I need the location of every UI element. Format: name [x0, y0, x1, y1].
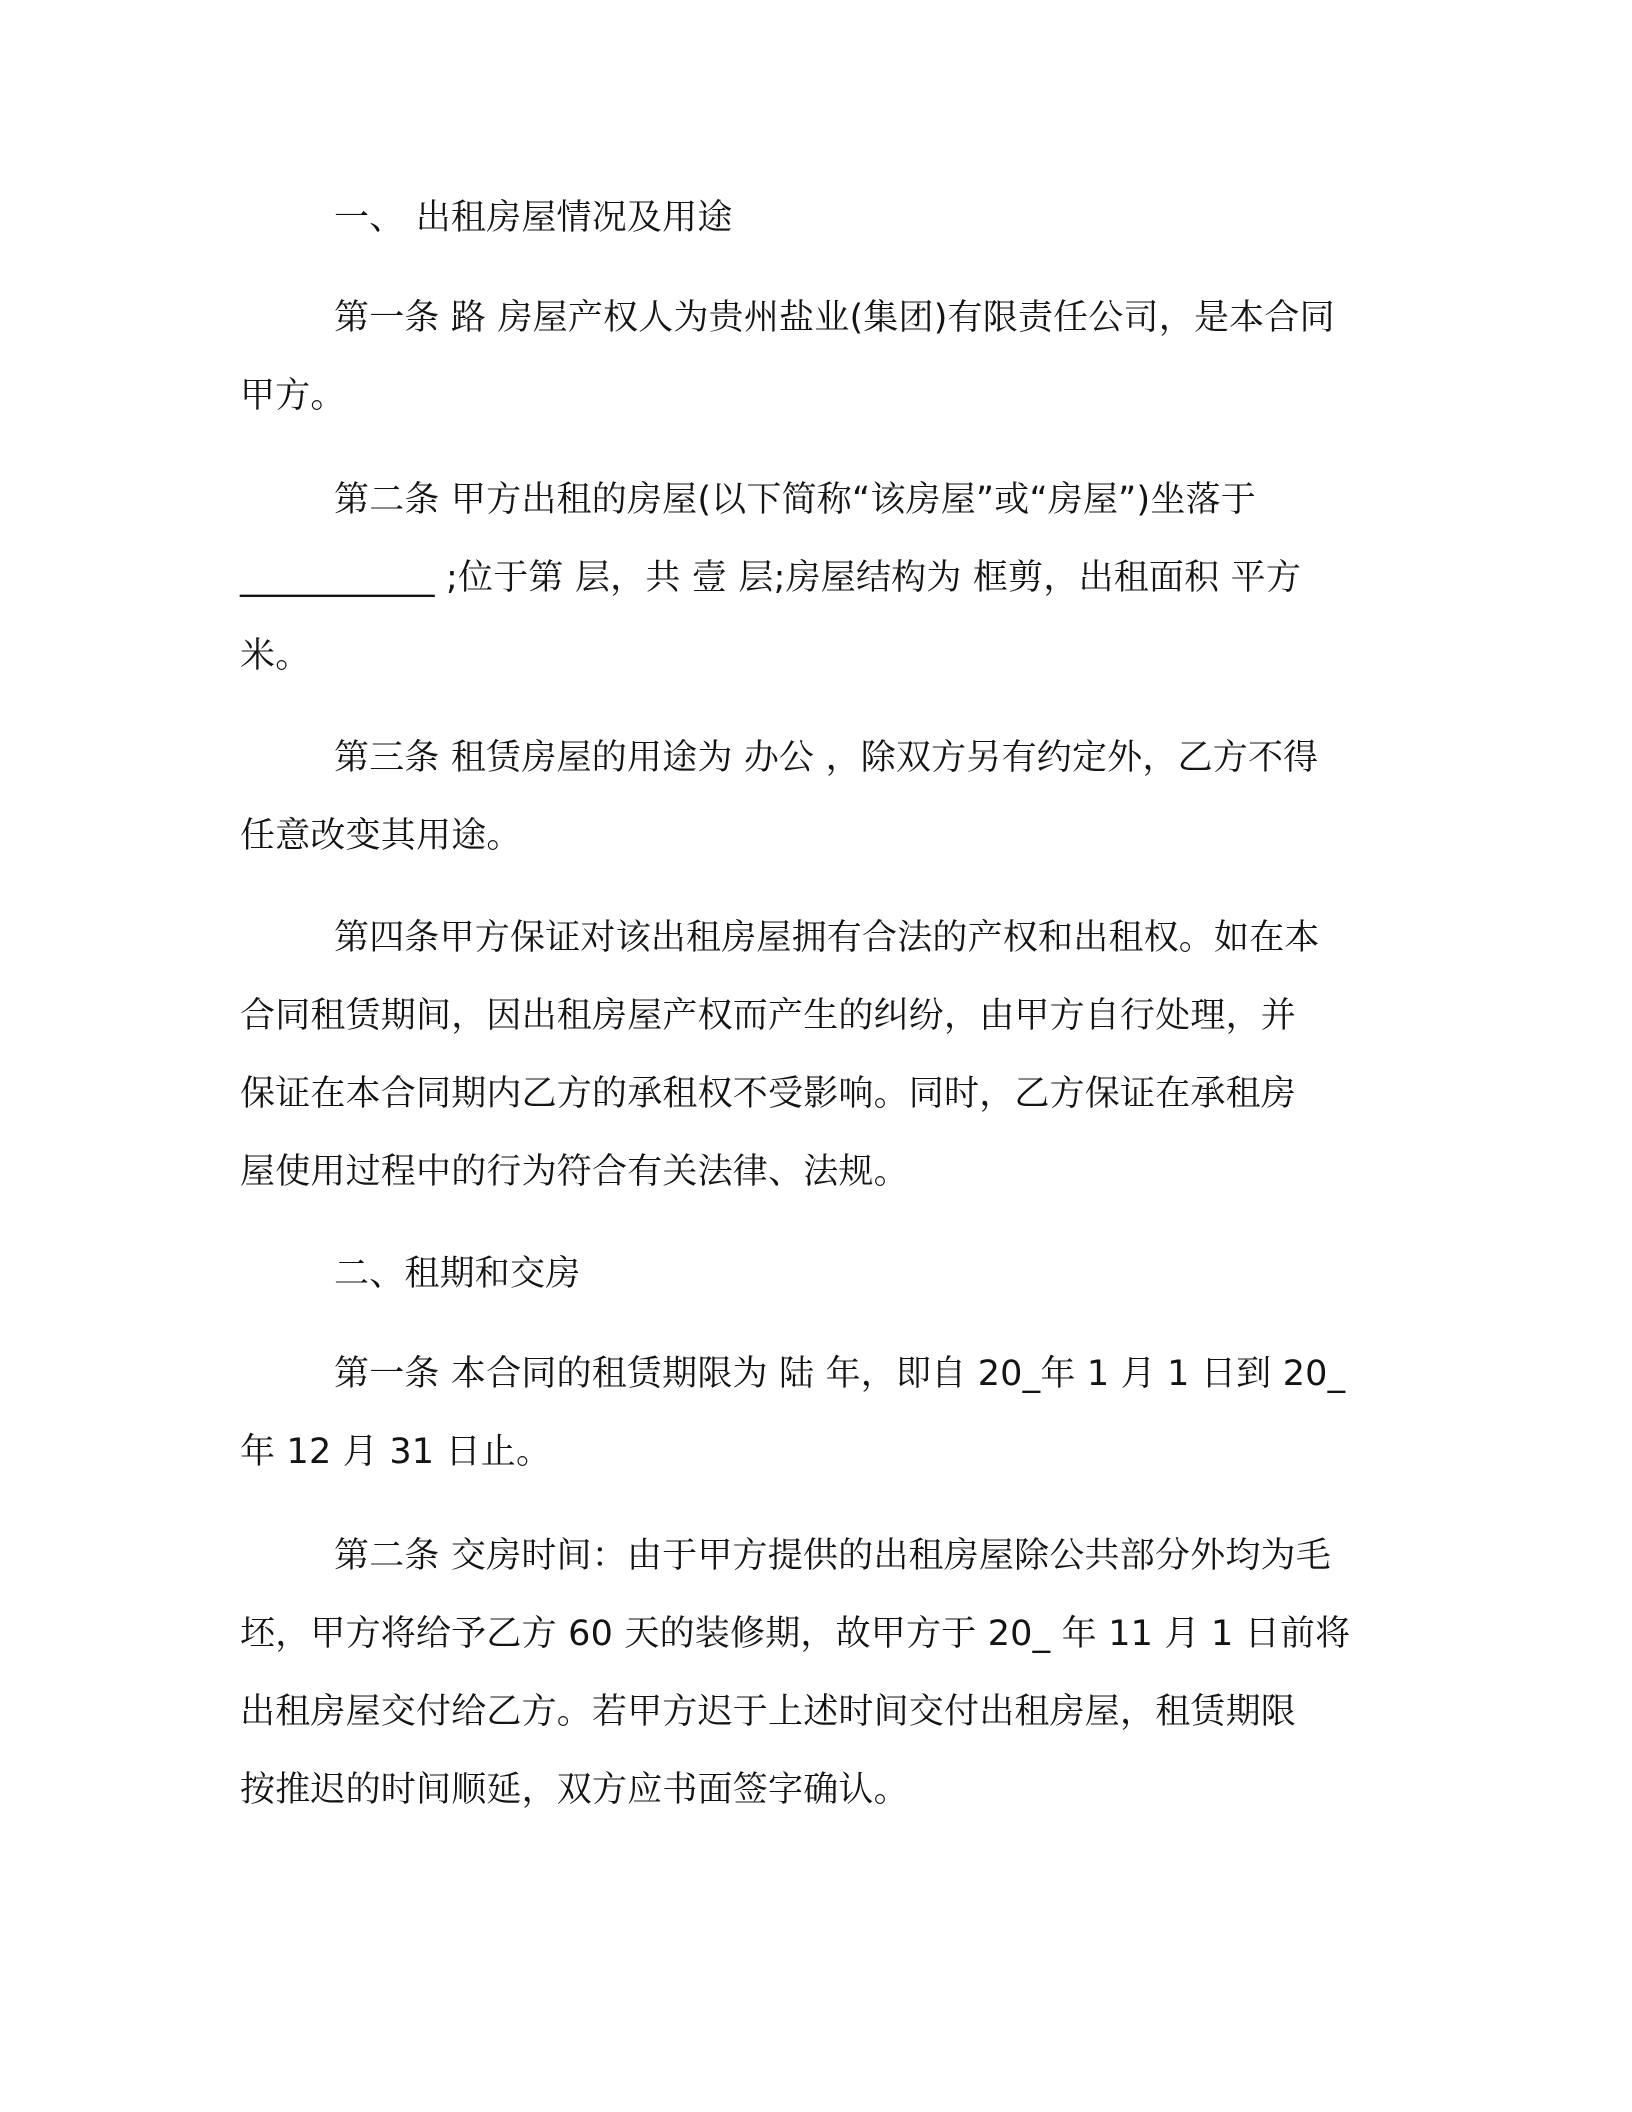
paragraph-line: 保证在本合同期内乙方的承租权不受影响。同时，乙方保证在承租房 [240, 1074, 1297, 1114]
paragraph-line: 第一条 本合同的租赁期限为 陆 年，即自 20_年 1 月 1 日到 20_ [334, 1354, 1346, 1394]
paragraph-line: 米。 [240, 636, 311, 676]
paragraph-line: 屋使用过程中的行为符合有关法律、法规。 [240, 1152, 909, 1192]
paragraph-line: 第四条甲方保证对该出租房屋拥有合法的产权和出租权。如在本 [334, 918, 1320, 958]
paragraph-line: 第三条 租赁房屋的用途为 办公 ，除双方另有约定外，乙方不得 [334, 738, 1319, 778]
paragraph-line: 第二条 甲方出租的房屋(以下简称“该房屋”或“房屋”)坐落于 [334, 480, 1256, 520]
section-heading-1: 一、 出租房屋情况及用途 [334, 198, 733, 238]
paragraph-line: 第二条 交房时间：由于甲方提供的出租房屋除公共部分外均为毛 [334, 1536, 1331, 1576]
paragraph-line: 按推迟的时间顺延，双方应书面签字确认。 [240, 1770, 909, 1810]
paragraph-line: 坯，甲方将给予乙方 60 天的装修期，故甲方于 20_ 年 11 月 1 日前将 [240, 1614, 1351, 1654]
paragraph-line: 第一条 路 房屋产权人为贵州盐业(集团)有限责任公司，是本合同 [334, 298, 1335, 338]
paragraph-line: 甲方。 [240, 376, 346, 416]
section-heading-2: 二、租期和交房 [334, 1254, 581, 1294]
paragraph-line: 任意改变其用途。 [240, 816, 522, 856]
paragraph-line: 年 12 月 31 日止。 [240, 1432, 552, 1472]
paragraph-line: 合同租赁期间，因出租房屋产权而产生的纠纷，由甲方自行处理，并 [240, 996, 1297, 1036]
paragraph-line: 出租房屋交付给乙方。若甲方迟于上述时间交付出租房屋，租赁期限 [240, 1692, 1297, 1732]
paragraph-line: ___________ ;位于第 层，共 壹 层;房屋结构为 框剪，出租面积 平方 [240, 558, 1302, 598]
